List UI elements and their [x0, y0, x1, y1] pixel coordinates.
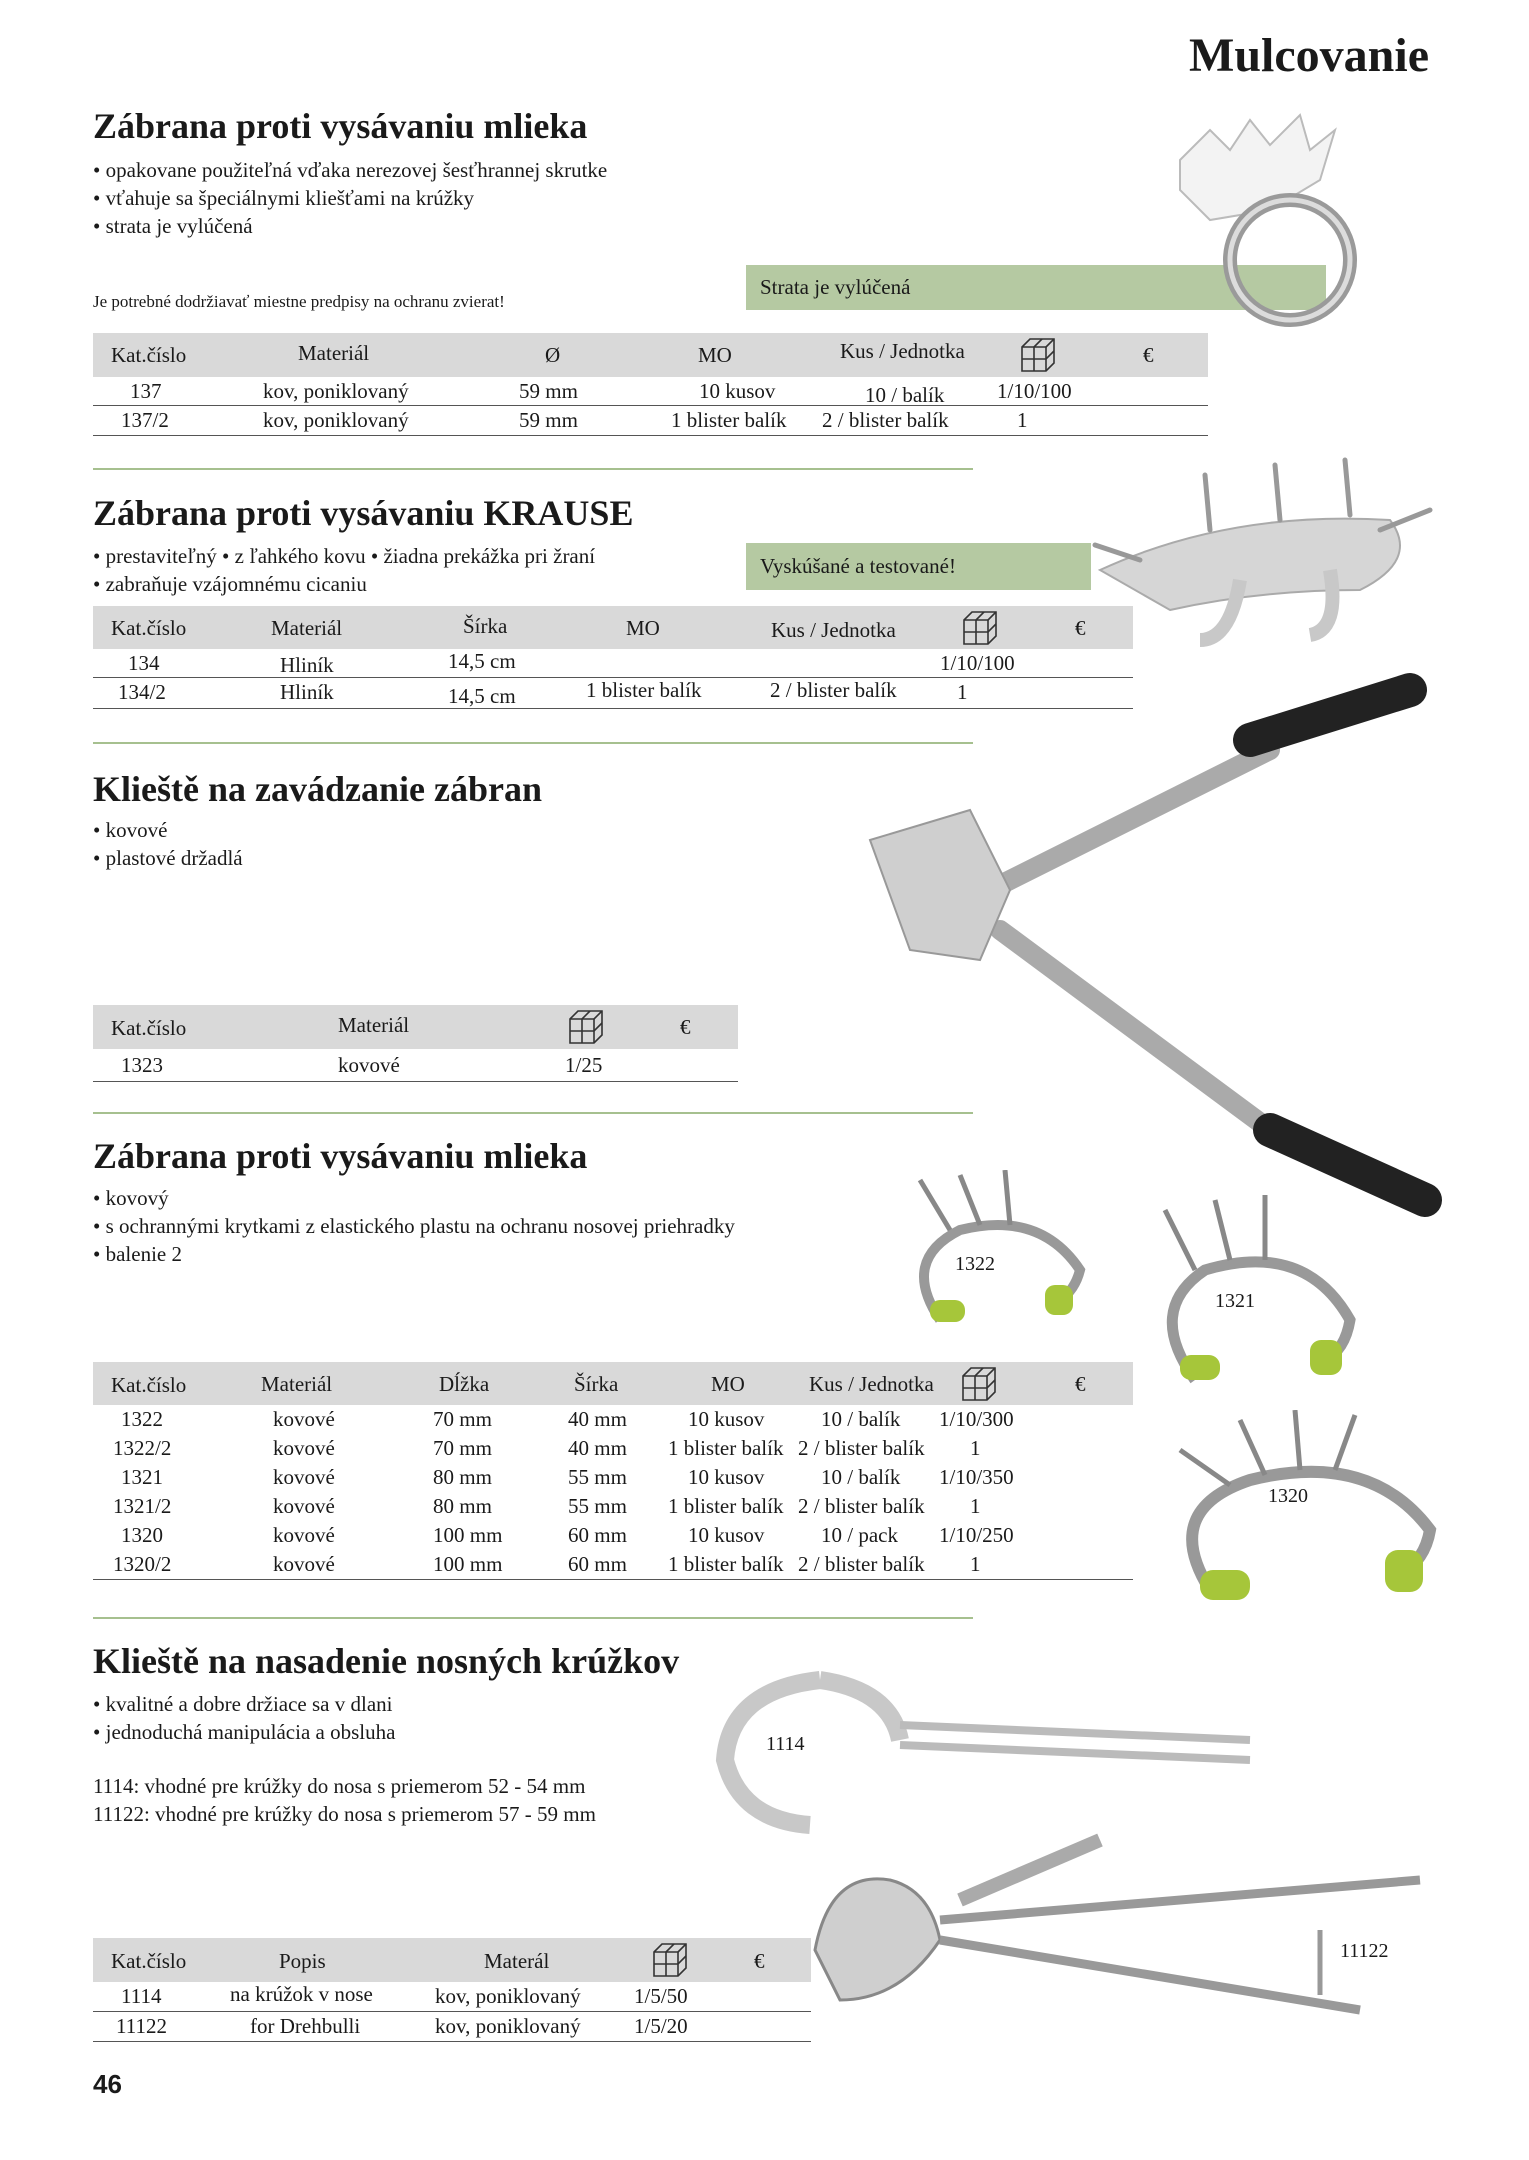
- table-cell: 1 blister balík: [668, 1552, 784, 1576]
- nose-ring-weaner-image: [1150, 100, 1400, 330]
- table-cell: 1320: [121, 1523, 163, 1547]
- header-cell: Dĺžka: [439, 1372, 490, 1396]
- bullet-item: • kvalitné a dobre držiace sa v dlani: [93, 1690, 395, 1718]
- header-cell: Popis: [279, 1949, 326, 1973]
- section-title-5: Klieště na nasadenie nosných krúžkov: [93, 1641, 680, 1681]
- table-cell: 10 / pack: [821, 1523, 898, 1547]
- info-line: 11122: vhodné pre krúžky do nosa s priemerom 57 - 59 mm: [93, 1802, 596, 1826]
- header-cell: Kat.číslo: [111, 1016, 187, 1040]
- spike-ring-1322-image: [900, 1170, 1100, 1330]
- krause-weaner-image: [1080, 450, 1480, 650]
- table-cell: 100 mm: [433, 1552, 503, 1576]
- table-cell: 10 / balík: [821, 1465, 901, 1489]
- header-cell: MO: [626, 616, 660, 640]
- table-cell: 10 kusov: [688, 1523, 765, 1547]
- table-header: [93, 333, 1208, 377]
- section-title-2: Zábrana proti vysávaniu KRAUSE: [93, 493, 634, 533]
- header-cell: Materiál: [261, 1372, 333, 1396]
- spike-ring-1320-image: [1170, 1410, 1440, 1610]
- package-box-icon: [1018, 335, 1058, 375]
- header-cell: Kus / Jednotka: [771, 618, 896, 642]
- package-box-icon: [959, 1364, 999, 1404]
- table-cell: 1322: [121, 1407, 163, 1431]
- header-cell: €: [1075, 1372, 1086, 1396]
- section-divider: [93, 1112, 973, 1114]
- table-cell: 40 mm: [568, 1436, 627, 1460]
- table-cell: 1: [970, 1494, 981, 1518]
- table-cell: 100 mm: [433, 1523, 503, 1547]
- header-cell: MO: [698, 343, 732, 367]
- table-4: [93, 1362, 1133, 1580]
- bullet-list-1: [93, 156, 607, 240]
- table-cell: 2 / blister balík: [798, 1494, 925, 1518]
- bullet-item: • s ochrannými krytkami z elastického plastu na ochranu nosovej priehradky: [93, 1212, 735, 1240]
- section-divider: [93, 1617, 973, 1619]
- table-3: [93, 1005, 738, 1082]
- table-cell: 60 mm: [568, 1523, 627, 1547]
- bullet-list-2: [93, 542, 595, 598]
- caption-1320: 1320: [1268, 1485, 1308, 1507]
- table-cell: 2 / blister balík: [798, 1552, 925, 1576]
- table-row: 137/2 kov, poniklovaný 59 mm 1 blister balík 2 / blister balík 1: [93, 406, 1208, 436]
- table-cell: kovové: [273, 1436, 335, 1460]
- header-cell: Kat.číslo: [111, 1949, 187, 1973]
- table-cell: 10 kusov: [688, 1465, 765, 1489]
- header-cell: Kus / Jednotka: [809, 1372, 934, 1396]
- table-header: [93, 1005, 738, 1049]
- ring-size-info: [93, 1772, 596, 1828]
- table-cell: 55 mm: [568, 1494, 627, 1518]
- table-cell: 40 mm: [568, 1407, 627, 1431]
- package-box-icon: [566, 1007, 606, 1047]
- bullet-item: • kovový: [93, 1184, 735, 1212]
- table-cell: 60 mm: [568, 1552, 627, 1576]
- header-cell: €: [754, 1949, 765, 1973]
- header-cell: Materál: [484, 1949, 550, 1973]
- ring-pliers-11122-image: [800, 1830, 1440, 2030]
- table-cell: kovové: [273, 1407, 335, 1431]
- table-cell: 1: [970, 1552, 981, 1576]
- section-title-4: Zábrana proti vysávaniu mlieka: [93, 1136, 588, 1176]
- bullet-item: • plastové držadlá: [93, 844, 243, 872]
- section-title-1: Zábrana proti vysávaniu mlieka: [93, 106, 588, 146]
- badge-loss-excluded: Strata je vylúčená: [746, 265, 1326, 310]
- info-line: 1114: vhodné pre krúžky do nosa s priemerom 52 - 54 mm: [93, 1774, 586, 1798]
- table-row: 11122 for Drehbulli kov, poniklovaný 1/5/20: [93, 2012, 811, 2042]
- bullet-item: • balenie 2: [93, 1240, 735, 1268]
- header-cell: €: [1075, 616, 1086, 640]
- header-cell: Kat.číslo: [111, 1373, 187, 1397]
- header-cell: Šírka: [574, 1372, 619, 1396]
- table-cell: 2 / blister balík: [798, 1436, 925, 1460]
- bullet-item: • kovové: [93, 816, 243, 844]
- header-cell: €: [1143, 343, 1154, 367]
- table-cell: 1: [970, 1436, 981, 1460]
- bullet-item: • jednoduchá manipulácia a obsluha: [93, 1718, 395, 1746]
- table-cell: 10 kusov: [688, 1407, 765, 1431]
- table-5: [93, 1938, 811, 2042]
- caption-1321: 1321: [1215, 1290, 1255, 1312]
- table-header: [93, 1938, 811, 1982]
- table-row: [93, 1434, 1133, 1463]
- bullet-item: • opakovane použiteľná vďaka nerezovej šesťhrannej skrutke: [93, 156, 607, 184]
- table-row: 1114 na krúžok v nose kov, poniklovaný 1/5/50: [93, 1982, 811, 2012]
- header-cell: Kat.číslo: [111, 343, 187, 367]
- regulation-note: Je potrebné dodržiavať miestne predpisy na ochranu zvierat!: [93, 292, 505, 311]
- section-divider: [93, 742, 973, 744]
- table-row: [93, 1492, 1133, 1521]
- table-cell: 70 mm: [433, 1436, 492, 1460]
- table-cell: 1320/2: [113, 1552, 172, 1576]
- table-cell: 1 blister balík: [668, 1494, 784, 1518]
- table-cell: 1 blister balík: [668, 1436, 784, 1460]
- section-divider: [93, 468, 973, 470]
- caption-1322: 1322: [955, 1253, 995, 1275]
- header-cell: Materiál: [271, 616, 343, 640]
- header-cell: MO: [711, 1372, 745, 1396]
- badge-tested: Vyskúšané a testované!: [746, 543, 1091, 590]
- table-row: 134/2 Hliník 14,5 cm 1 blister balík 2 / blister balík 1: [93, 678, 1133, 709]
- bullet-item: • vťahuje sa špeciálnymi kliešťami na krúžky: [93, 184, 607, 212]
- header-cell: €: [680, 1015, 691, 1039]
- table-cell: 70 mm: [433, 1407, 492, 1431]
- page-number: 46: [93, 2069, 122, 2099]
- caption-11122: 11122: [1340, 1940, 1389, 1962]
- header-cell: Kus / Jednotka: [840, 339, 965, 363]
- header-cell: Materiál: [338, 1013, 410, 1037]
- bullet-item: • strata je vylúčená: [93, 212, 607, 240]
- table-cell: 80 mm: [433, 1494, 492, 1518]
- bullet-item: • prestaviteľný • z ľahkého kovu • žiadna prekážka pri žraní: [93, 542, 595, 570]
- table-cell: 1321/2: [113, 1494, 172, 1518]
- table-cell: 55 mm: [568, 1465, 627, 1489]
- header-cell: Materiál: [298, 341, 370, 365]
- table-1: [93, 333, 1208, 436]
- table-header: [93, 606, 1133, 649]
- table-cell: 1/10/250: [939, 1523, 1014, 1547]
- table-row: 134 Hliník 14,5 cm 1/10/100: [93, 649, 1133, 678]
- page-title: Mulcovanie: [1189, 29, 1429, 82]
- table-cell: kovové: [273, 1465, 335, 1489]
- bullet-list-4: [93, 1184, 735, 1268]
- table-cell: 1321: [121, 1465, 163, 1489]
- table-cell: 1322/2: [113, 1436, 172, 1460]
- table-cell: kovové: [273, 1494, 335, 1518]
- table-row: [93, 1521, 1133, 1550]
- header-cell: Ø: [545, 343, 561, 367]
- table-row: 1323 kovové 1/25: [93, 1049, 738, 1082]
- applicator-pliers-image: [850, 670, 1450, 1230]
- bullet-list-5: [93, 1690, 395, 1746]
- table-row: [93, 1405, 1133, 1434]
- table-row: [93, 1550, 1133, 1580]
- header-cell: Kat.číslo: [111, 616, 187, 640]
- package-box-icon: [650, 1940, 690, 1980]
- package-box-icon: [960, 608, 1000, 648]
- caption-1114: 1114: [766, 1733, 805, 1755]
- section-title-3: Klieště na zavádzanie zábran: [93, 769, 542, 809]
- bullet-list-3: [93, 816, 243, 872]
- table-cell: 80 mm: [433, 1465, 492, 1489]
- table-cell: 1/10/350: [939, 1465, 1014, 1489]
- bullet-item: • zabraňuje vzájomnému cicaniu: [93, 570, 595, 598]
- header-cell: Šírka: [463, 614, 508, 638]
- table-cell: 1/10/300: [939, 1407, 1014, 1431]
- table-header: [93, 1362, 1133, 1405]
- table-row: [93, 1463, 1133, 1492]
- table-cell: 10 / balík: [821, 1407, 901, 1431]
- table-cell: kovové: [273, 1552, 335, 1576]
- table-cell: kovové: [273, 1523, 335, 1547]
- table-row: 137 kov, poniklovaný 59 mm 10 kusov 10 / balík 1/10/100: [93, 377, 1208, 406]
